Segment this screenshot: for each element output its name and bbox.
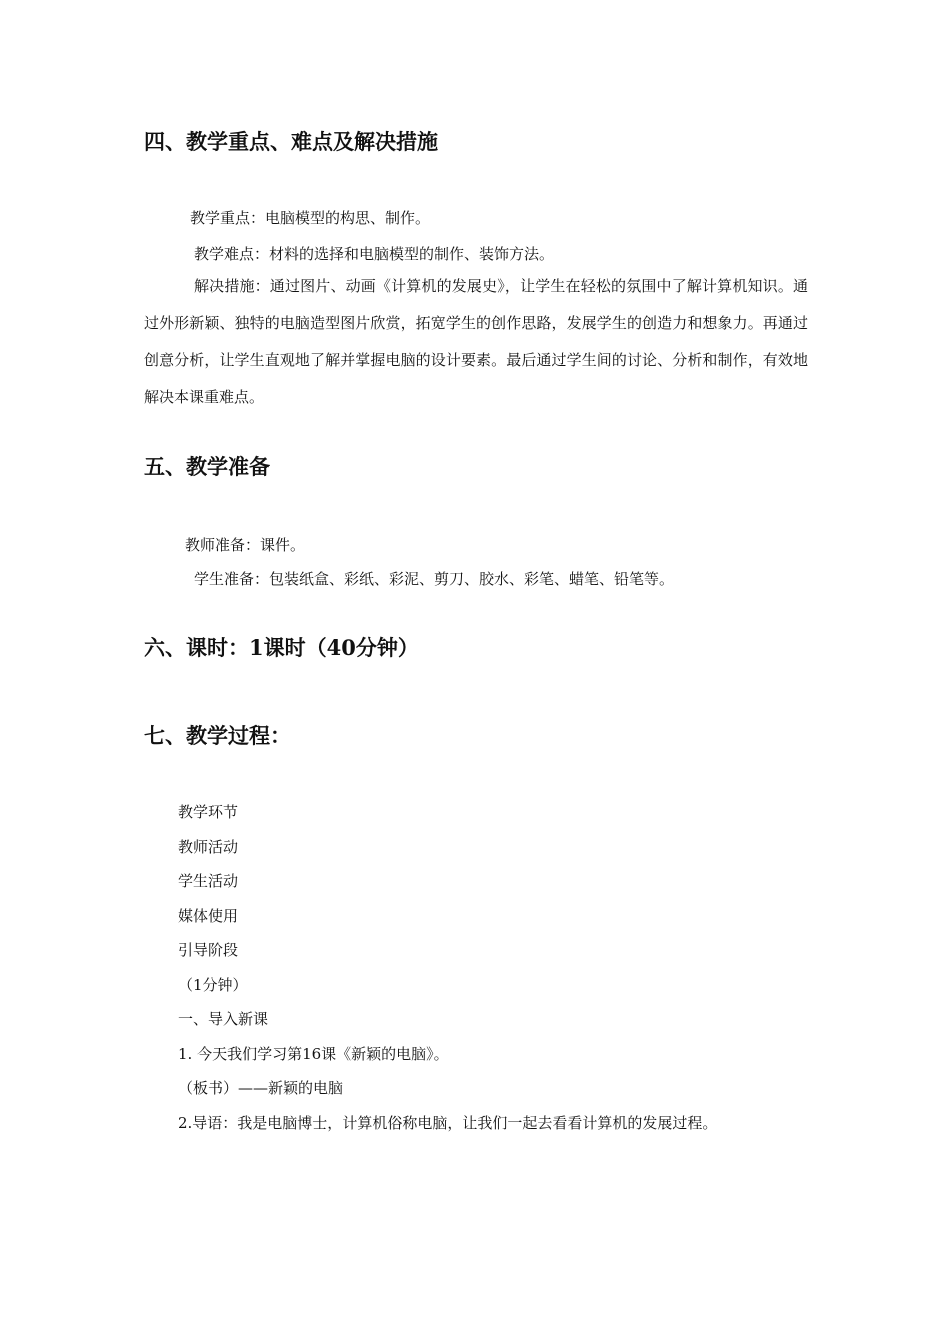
difficulty-line: 教学难点：材料的选择和电脑模型的制作、装饰方法。: [194, 245, 555, 263]
teacher-prep-line: 教师准备：课件。: [185, 536, 306, 554]
section-6-heading: 六、课时：1课时（40分钟）: [144, 635, 419, 660]
process-item: 引导阶段: [178, 941, 239, 959]
section-4-heading: 四、教学重点、难点及解决措施: [144, 129, 438, 154]
measures-paragraph: 解决措施：通过图片、动画《计算机的发展史》，让学生在轻松的氛围中了解计算机知识。通过外形新颖、独特的电脑造型图片欣赏，拓宽学生的创作思路，发展学生的创造力和想象力。再通过创意分析，让学生直观地了解并掌握电脑的设计要素。最后通过学生间的讨论、分析和制作，有效地解决本课重难点。: [144, 277, 808, 406]
key-point-line: 教学重点：电脑模型的构思、制作。: [190, 209, 431, 227]
section-7-heading: 七、教学过程：: [144, 723, 291, 748]
process-item: 学生活动: [178, 872, 239, 890]
process-item: 一、导入新课: [178, 1010, 269, 1028]
process-item: 媒体使用: [178, 907, 239, 925]
process-item: （板书）——新颖的电脑: [178, 1079, 344, 1097]
student-prep-line: 学生准备：包装纸盒、彩纸、彩泥、剪刀、胶水、彩笔、蜡笔、铅笔等。: [194, 570, 675, 588]
process-item: 2.导语：我是电脑博士，计算机俗称电脑，让我们一起去看看计算机的发展过程。: [178, 1114, 718, 1132]
process-item: 教学环节: [178, 803, 239, 821]
process-item: 1. 今天我们学习第16课《新颖的电脑》。: [178, 1045, 449, 1063]
process-item: （1分钟）: [178, 976, 248, 994]
process-item: 教师活动: [178, 838, 239, 856]
section-5-heading: 五、教学准备: [144, 454, 270, 479]
